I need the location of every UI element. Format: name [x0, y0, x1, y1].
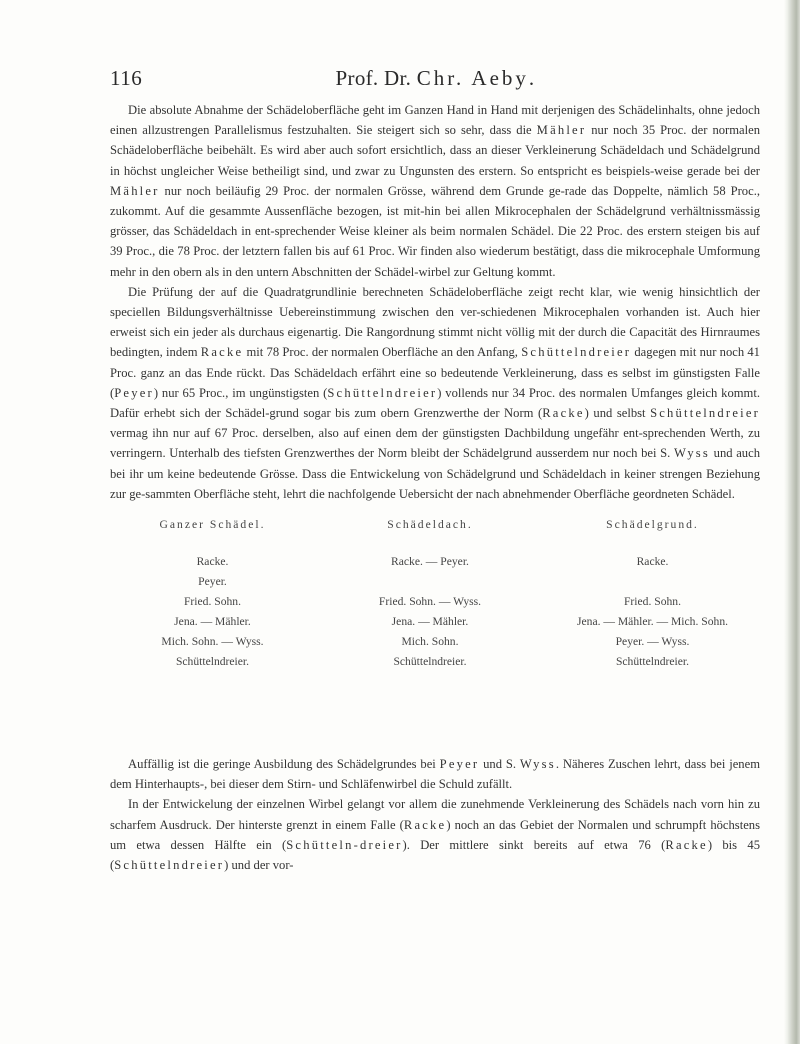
table-cell: Jena. — Mähler. — Mich. Sohn.: [576, 615, 729, 629]
table-column-schaedelgrund: [545, 518, 760, 672]
page-number: 116: [110, 66, 143, 90]
spaced-name: Peyer: [114, 385, 154, 400]
book-edge: [788, 0, 800, 1044]
running-head-author-title: Prof. Dr.: [335, 66, 417, 90]
running-head-author-name: Chr. Aeby: [416, 66, 529, 90]
table-cell: Fried. Sohn. — Wyss.: [378, 595, 482, 609]
table-cell: Fried. Sohn.: [623, 595, 681, 609]
table-cell: [545, 572, 760, 592]
table-cell: Peyer. — Wyss.: [615, 635, 690, 649]
table-cell: Racke.: [636, 555, 669, 569]
spaced-name: Mähler: [536, 123, 587, 138]
page-body: [110, 100, 760, 875]
table-cell: [315, 572, 545, 592]
column-header: Schädeldach.: [387, 518, 473, 532]
spaced-name: Racke: [542, 406, 585, 421]
page-header: [110, 66, 760, 100]
spaced-name: Schüttelndreier: [114, 858, 225, 873]
table-cell: Racke.: [196, 555, 229, 569]
table-cell: Jena. — Mähler.: [391, 615, 469, 629]
table-cell: Schüttelndreier.: [175, 655, 250, 669]
table-cell: Racke. — Peyer.: [391, 555, 469, 569]
spaced-name: Racke: [403, 817, 447, 832]
column-header: Ganzer Schädel.: [159, 518, 266, 532]
table-cell: Mich. Sohn. — Wyss.: [161, 635, 264, 649]
spaced-name: Schüttelndreier: [650, 406, 760, 421]
table-column-ganzer-schaedel: [110, 518, 315, 672]
ranking-table: [110, 518, 760, 754]
spaced-name: Schüttelndreier: [521, 345, 632, 360]
paragraph-4: In der Entwickelung der einzelnen Wirbel gelangt vor allem die zunehmende Verkleinerung des Schädels nach vorn hin zu scharfem Ausdruck. Der hinterste grenzt in einem Falle (Racke) noch an das Gebiet der Normalen und schrumpft höchstens um etwa dessen Hälfte ein (Schütteln-dreier). Der mittlere sinkt bereits auf etwa 76 (Racke) bis 45 (Schüttelndreier) und der vor-: [110, 797, 760, 873]
table-cell: Fried. Sohn.: [183, 595, 241, 609]
spaced-name: Racke: [200, 345, 244, 360]
spaced-name: Racke: [665, 837, 708, 852]
spaced-name: Schütteln-dreier: [286, 837, 403, 852]
table-cell: Mich. Sohn.: [401, 635, 459, 649]
paragraph-1: Die absolute Abnahme der Schädeloberfläche geht im Ganzen Hand in Hand mit derjenigen des Schädelinhalts, ohne jedoch einen allzustrengen Parallelismus festzuhalten. Sie steigert sich so sehr, dass die Mähler nur noch 35 Proc. der normalen Schädeloberfläche beibehält. Es wird aber auch sofort ersichtlich, dass an dieser Verkleinerung Schädeldach und Schädelgrund in höchst ungleicher Weise betheiligt sind, und zwar zu Ungunsten des erstern. So entspricht es beispiels-weise gerade bei der Mähler nur noch beiläufig 29 Proc. der normalen Grösse, während dem Grunde ge-rade das Doppelte, nämlich 58 Proc., zukommt. Auf die gesammte Aussenfläche bezogen, ist mit-hin bei allen Mikrocephalen der Schädelgrund verhältnissmässig grösser, das Schädeldach in ent-sprechender Weise kleiner als beim normalen Schädel. Die 22 Proc. des erstern steigen bis auf 39 Proc., die 78 Proc. der letztern fallen bis auf 61 Proc. Wir finden also wiederum bestätigt, dass die mikrocephale Umformung mehr in den obern als in den untern Abschnitten der Schädel-wirbel zur Geltung kommt.: [110, 103, 761, 279]
spaced-name: Wyss: [519, 757, 556, 772]
paragraph-3: Auffällig ist die geringe Ausbildung des Schädelgrundes bei Peyer und S. Wyss. Näheres Zuschen lehrt, dass bei jenem dem Hinterhaupts-, bei dieser dem Stirn- und Schläfenwirbel die Schuld zufällt.: [110, 757, 760, 792]
paragraph-2: Die Prüfung der auf die Quadratgrundlinie berechneten Schädeloberfläche zeigt recht klar, wie wenig hinsichtlich der speciellen Bildungsverhältnisse Uebereinstimmung zwischen den ver-schiedenen Mikrocephalen vorhanden ist. Auch hier erweist sich ein jeder als durchaus eigenartig. Die Rangordnung stimmt nicht völlig mit der durch die Capacität des Hirnraumes bedingten, indem Racke mit 78 Proc. der normalen Oberfläche an den Anfang, Schüttelndreier dagegen mit nur noch 41 Proc. ganz an das Ende rückt. Das Schädeldach erfährt eine so bedeutende Verkleinerung, dass es selbst im günstigsten Falle (Peyer) nur 65 Proc., im ungünstigsten (Schüttelndreier) vollends nur 34 Proc. des normalen Umfanges gleich kommt. Dafür erhebt sich der Schädel-grund sogar bis zum obern Grenzwerthe der Norm (Racke) und selbst Schüttelndreier vermag ihn nur auf 67 Proc. derselben, also auf einen dem der günstigsten Dachbildung ungefähr ent-sprechenden Werth, zu verringern. Unterhalb des tiefsten Grenzwerthes der Norm bleibt der Schädelgrund ausserdem nur noch bei S. Wyss und auch bei ihr um keine bedeutende Grösse. Dass die Entwickelung von Schädelgrund und Schädeldach in keiner strengen Beziehung zur ge-sammten Oberfläche steht, lehrt die nachfolgende Uebersicht der nach abnehmender Oberfläche geordneten Schädel.: [110, 284, 760, 501]
table-column-schaedeldach: [315, 518, 545, 672]
table-cell: Schüttelndreier.: [393, 655, 467, 669]
column-header: Schädelgrund.: [606, 518, 699, 532]
spaced-name: Wyss: [673, 446, 711, 461]
spaced-name: Peyer: [439, 757, 480, 772]
running-head-period: .: [528, 66, 535, 90]
running-head: [110, 66, 760, 91]
spaced-name: Mähler: [110, 183, 160, 198]
table-cell: Peyer.: [198, 575, 227, 589]
table-cell: Jena. — Mähler.: [174, 615, 251, 629]
table-cell: Schüttelndreier.: [615, 655, 690, 669]
spaced-name: Schüttelndreier: [327, 385, 438, 400]
